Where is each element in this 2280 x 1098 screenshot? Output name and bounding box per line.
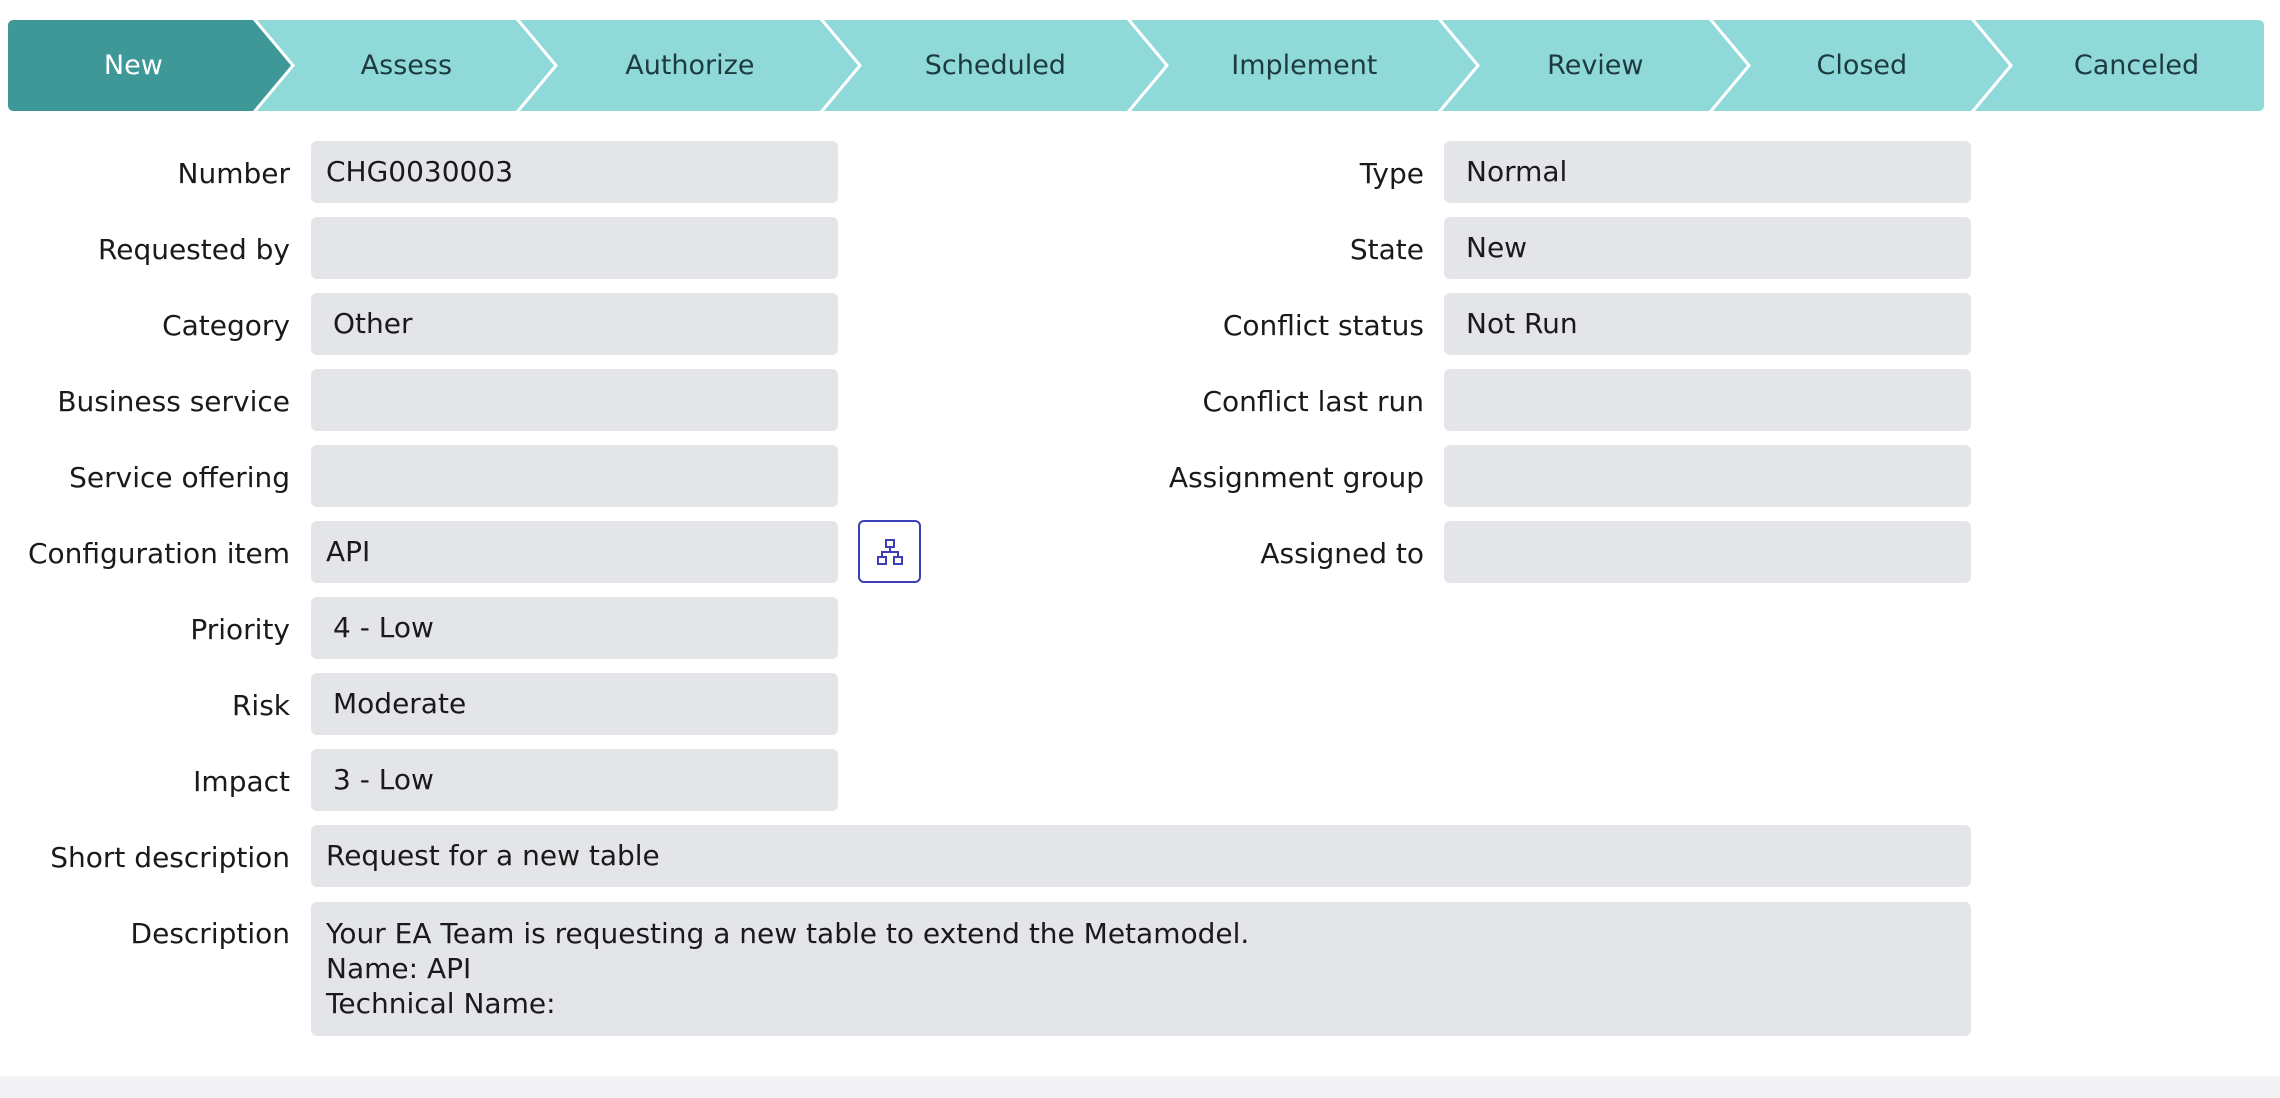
category-select[interactable]: Other [311,293,838,355]
priority-label: Priority [190,613,290,646]
risk-label: Risk [231,689,290,722]
process-flow-labels [8,20,2264,111]
description-line: Your EA Team is requesting a new table to extend the Metamodel. [326,917,1250,950]
assigned-to-field[interactable] [1444,521,1971,583]
type-label: Type [1359,157,1424,190]
conflict-status-label: Conflict status [1222,309,1424,342]
footer-strip [0,1076,2280,1098]
dependency-map-icon [876,538,904,566]
short-description-label: Short description [50,841,290,874]
impact-label: Impact [193,765,290,798]
assignment-group-field[interactable] [1444,445,1971,507]
description-textarea[interactable] [311,902,1971,1036]
description-label: Description [130,917,290,950]
business-service-label: Business service [57,385,290,418]
process-step-review: Review [1547,50,1644,81]
assigned-to-label: Assigned to [1260,537,1424,570]
dependency-map-button[interactable] [858,520,921,583]
conflict-last-run-field[interactable] [1444,369,1971,431]
risk-select[interactable]: Moderate [311,673,838,735]
number-field[interactable]: CHG0030003 [311,141,838,203]
process-step-canceled: Canceled [2073,50,2200,81]
requested-by-label: Requested by [98,233,290,266]
description-line: Name: API [326,952,472,985]
configuration-item-field[interactable]: API [311,521,838,583]
process-step-scheduled: Scheduled [924,50,1066,81]
number-label: Number [177,157,290,190]
conflict-last-run-label: Conflict last run [1202,385,1424,418]
type-field[interactable]: Normal [1444,141,1971,203]
requested-by-field[interactable] [311,217,838,279]
conflict-status-field[interactable]: Not Run [1444,293,1971,355]
category-label: Category [162,309,290,342]
state-field[interactable]: New [1444,217,1971,279]
process-flow [8,20,2264,111]
priority-field[interactable]: 4 - Low [311,597,838,659]
assignment-group-label: Assignment group [1168,461,1424,494]
process-step-authorize: Authorize [625,50,755,81]
state-label: State [1349,233,1424,266]
configuration-item-label: Configuration item [27,537,290,570]
process-step-new: New [103,50,163,81]
description-line: Technical Name: [326,987,556,1020]
process-step-implement: Implement [1231,50,1378,81]
short-description-field[interactable]: Request for a new table [311,825,1971,887]
process-step-assess: Assess [360,50,453,81]
business-service-field[interactable] [311,369,838,431]
service-offering-label: Service offering [69,461,290,494]
impact-select[interactable]: 3 - Low [311,749,838,811]
service-offering-field[interactable] [311,445,838,507]
process-step-closed: Closed [1816,50,1908,81]
